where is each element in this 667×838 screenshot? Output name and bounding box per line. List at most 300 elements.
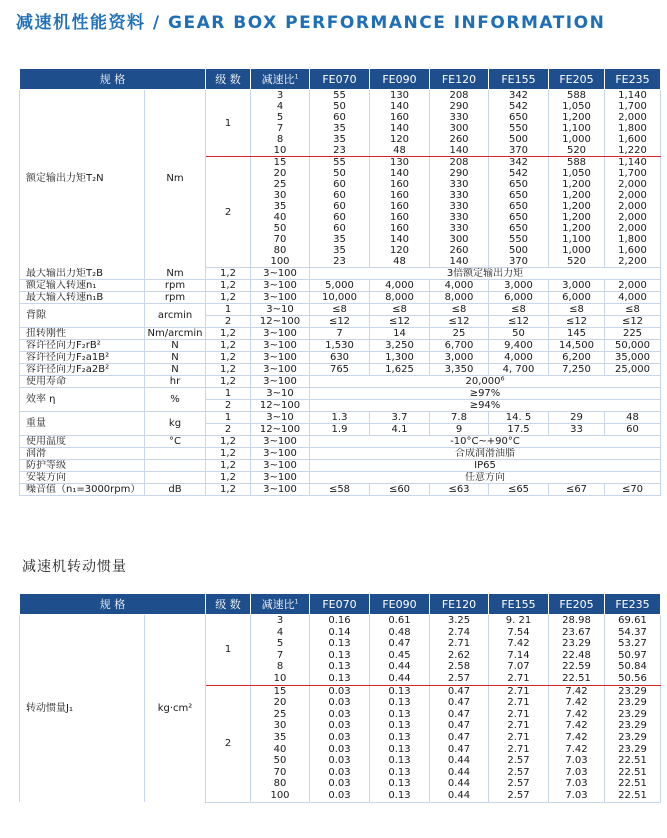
table-cell: ≤12 xyxy=(549,316,605,328)
table-cell: 160 xyxy=(370,179,430,190)
table-cell: 48 xyxy=(370,256,430,268)
table-cell: 7,250 xyxy=(549,364,605,376)
table-cell: 7.42 xyxy=(549,697,605,709)
table-cell: 0.44 xyxy=(370,673,430,685)
row-unit: hr xyxy=(145,376,206,388)
table-row xyxy=(20,436,661,448)
table-cell: 33 xyxy=(549,424,605,436)
table-cell: 5 xyxy=(251,638,310,650)
table-cell: 140 xyxy=(370,123,430,134)
row-label: 润滑 xyxy=(20,448,145,460)
table-cell: 50 xyxy=(251,223,310,234)
row-ratio: 3~100 xyxy=(251,376,310,388)
table-cell: ≤65 xyxy=(489,484,549,496)
table-cell: 3,000 xyxy=(549,280,605,292)
row-stage: 1,2 xyxy=(206,268,251,280)
table-row xyxy=(20,484,661,496)
row-label: 容许径向力F₂a2B² xyxy=(20,364,145,376)
row-stage: 1 xyxy=(206,90,251,157)
table-cell: 53.27 xyxy=(605,638,661,650)
header-ratio-superscript: 1 xyxy=(294,73,299,81)
table-cell: 2,000 xyxy=(605,179,661,190)
table-cell: 120 xyxy=(370,245,430,256)
table-cell: ≤8 xyxy=(430,304,489,316)
table-cell: 650 xyxy=(489,223,549,234)
table-cell: 60 xyxy=(310,223,370,234)
row-label: 转动惯量J₁ xyxy=(20,615,145,803)
table-cell: 160 xyxy=(370,212,430,223)
table-cell: 1,800 xyxy=(605,234,661,245)
row-stage: 2 xyxy=(206,685,251,802)
table-cell: 2.71 xyxy=(489,697,549,709)
table-cell: 2.74 xyxy=(430,627,489,639)
table-row xyxy=(20,364,661,376)
table-cell: 0.13 xyxy=(370,767,430,779)
table-cell: 22.51 xyxy=(605,778,661,790)
table-row xyxy=(20,340,661,352)
table-cell: 140 xyxy=(430,256,489,268)
table-cell: 330 xyxy=(430,179,489,190)
table-row xyxy=(20,615,661,627)
table-cell: 7.42 xyxy=(549,685,605,697)
row-stage: 1,2 xyxy=(206,364,251,376)
inertia-section-title: 减速机转动惯量 xyxy=(22,559,127,575)
table-cell: 35,000 xyxy=(605,352,661,364)
row-stage: 1,2 xyxy=(206,280,251,292)
table-cell: 2,000 xyxy=(605,201,661,212)
table-cell: 2.71 xyxy=(489,673,549,685)
row-stage: 1,2 xyxy=(206,352,251,364)
table-cell: 35 xyxy=(251,732,310,744)
table-cell: 2.57 xyxy=(489,755,549,767)
table-cell: 23.29 xyxy=(549,638,605,650)
table-cell: 50 xyxy=(310,101,370,112)
table-cell: 7.03 xyxy=(549,755,605,767)
table-cell: 500 xyxy=(489,245,549,256)
header-model: FE120 xyxy=(430,594,489,615)
row-unit: Nm xyxy=(145,90,206,268)
table-cell: 2.57 xyxy=(489,778,549,790)
table-cell: 0.13 xyxy=(370,720,430,732)
table-cell: 1,800 xyxy=(605,123,661,134)
row-unit xyxy=(145,460,206,472)
table-cell: 3,250 xyxy=(370,340,430,352)
table-cell: 17.5 xyxy=(489,424,549,436)
table-cell: 0.47 xyxy=(370,638,430,650)
table-cell: 60 xyxy=(310,212,370,223)
table-cell: 50.84 xyxy=(605,661,661,673)
row-ratio: 3~100 xyxy=(251,448,310,460)
table-cell: 4.1 xyxy=(370,424,430,436)
row-ratio: 3~100 xyxy=(251,460,310,472)
table-cell: 0.13 xyxy=(370,697,430,709)
row-unit xyxy=(145,448,206,460)
table-cell: 330 xyxy=(430,190,489,201)
table-cell: 2.71 xyxy=(489,720,549,732)
table-cell: 0.03 xyxy=(310,732,370,744)
table-row xyxy=(20,448,661,460)
row-label: 防护等级 xyxy=(20,460,145,472)
table-cell: 1,200 xyxy=(549,179,605,190)
table-row xyxy=(20,594,661,615)
row-label: 最大输出力矩T₂B xyxy=(20,268,145,280)
row-label: 容许径向力F₂rB² xyxy=(20,340,145,352)
table-cell: 160 xyxy=(370,112,430,123)
table-cell: 0.47 xyxy=(430,709,489,721)
table-cell: 8 xyxy=(251,134,310,145)
table-cell: 23.29 xyxy=(605,744,661,756)
table-cell: 10,000 xyxy=(310,292,370,304)
header-spec: 规 格 xyxy=(20,69,206,90)
table-cell: 30 xyxy=(251,720,310,732)
table-cell: 520 xyxy=(549,145,605,157)
table-cell: 20 xyxy=(251,697,310,709)
table-cell: 5 xyxy=(251,112,310,123)
table-cell: 1,200 xyxy=(549,201,605,212)
table-cell: 15 xyxy=(251,685,310,697)
row-label: 最大输入转速n₁B xyxy=(20,292,145,304)
table-cell: 300 xyxy=(430,123,489,134)
row-ratio: 12~100 xyxy=(251,400,310,412)
row-label: 额定输出力矩T₂N xyxy=(20,90,145,268)
table-row xyxy=(20,352,661,364)
table-cell: 10 xyxy=(251,673,310,685)
table-cell: 8,000 xyxy=(430,292,489,304)
table-cell: 1,050 xyxy=(549,101,605,112)
row-unit: arcmin xyxy=(145,304,206,328)
table-cell: 60 xyxy=(310,179,370,190)
table-cell: 7.42 xyxy=(549,720,605,732)
row-ratio: 3~100 xyxy=(251,268,310,280)
table-cell: 50.56 xyxy=(605,673,661,685)
table-cell: 0.16 xyxy=(310,615,370,627)
table-cell: 1,700 xyxy=(605,101,661,112)
table-cell: 330 xyxy=(430,223,489,234)
row-label: 使用温度 xyxy=(20,436,145,448)
row-stage: 1 xyxy=(206,412,251,424)
table-cell: 0.03 xyxy=(310,709,370,721)
table-cell: 1,100 xyxy=(549,234,605,245)
table-cell: 15 xyxy=(251,157,310,169)
table-cell: ≤12 xyxy=(605,316,661,328)
table-cell: 650 xyxy=(489,190,549,201)
table-cell: 0.03 xyxy=(310,744,370,756)
table-cell: 100 xyxy=(251,256,310,268)
table-cell: 60 xyxy=(605,424,661,436)
table-cell: 0.03 xyxy=(310,767,370,779)
table-cell: 550 xyxy=(489,234,549,245)
header-model: FE235 xyxy=(605,69,661,90)
row-ratio: 3~100 xyxy=(251,364,310,376)
merged-value: 任意方向 xyxy=(310,472,661,484)
table-cell: 69.61 xyxy=(605,615,661,627)
table-cell: 0.44 xyxy=(430,790,489,802)
table-cell: 550 xyxy=(489,123,549,134)
table-cell: 6,000 xyxy=(489,292,549,304)
table-cell: 23.29 xyxy=(605,709,661,721)
table-cell: 7.42 xyxy=(549,709,605,721)
table-cell: 4,000 xyxy=(489,352,549,364)
page-title: 减速机性能资料 / GEAR BOX PERFORMANCE INFORMATION xyxy=(16,13,606,33)
row-label: 额定输入转速n₁ xyxy=(20,280,145,292)
table-cell: 0.13 xyxy=(370,685,430,697)
table-cell: 0.03 xyxy=(310,720,370,732)
table-cell: 7.07 xyxy=(489,661,549,673)
merged-value: ≥94% xyxy=(310,400,661,412)
table-cell: 0.03 xyxy=(310,755,370,767)
table-cell: 1,300 xyxy=(370,352,430,364)
table-cell: 29 xyxy=(549,412,605,424)
table-cell: 0.44 xyxy=(430,755,489,767)
table-cell: 23.29 xyxy=(605,720,661,732)
table-cell: 0.47 xyxy=(430,697,489,709)
table-cell: ≤70 xyxy=(605,484,661,496)
table-cell: 7.8 xyxy=(430,412,489,424)
table-cell: 140 xyxy=(430,145,489,157)
table-cell: 60 xyxy=(310,190,370,201)
table-cell: 120 xyxy=(370,134,430,145)
row-stage: 1 xyxy=(206,615,251,686)
row-unit: Nm/arcmin xyxy=(145,328,206,340)
row-label: 容许径向力F₂a1B² xyxy=(20,352,145,364)
row-ratio: 3~100 xyxy=(251,472,310,484)
table-cell: 500 xyxy=(489,134,549,145)
row-unit: N xyxy=(145,364,206,376)
table-cell: 130 xyxy=(370,157,430,169)
table-cell: 50,000 xyxy=(605,340,661,352)
table-cell: 0.13 xyxy=(370,709,430,721)
header-model: FE155 xyxy=(489,594,549,615)
table-cell: 3.7 xyxy=(370,412,430,424)
table-cell: 7.03 xyxy=(549,767,605,779)
table-cell: 330 xyxy=(430,212,489,223)
table-cell: 1,220 xyxy=(605,145,661,157)
row-stage: 1,2 xyxy=(206,460,251,472)
table-cell: 2.58 xyxy=(430,661,489,673)
table-cell: 1,000 xyxy=(549,245,605,256)
header-model: FE070 xyxy=(310,69,370,90)
table-cell: 0.13 xyxy=(370,790,430,802)
table-row xyxy=(20,90,661,102)
table-cell: 40 xyxy=(251,212,310,223)
table-cell: 2,000 xyxy=(605,212,661,223)
table-cell: 630 xyxy=(310,352,370,364)
table-cell: 5,000 xyxy=(310,280,370,292)
table-cell: 160 xyxy=(370,201,430,212)
table-cell: 0.13 xyxy=(370,778,430,790)
table-cell: ≤12 xyxy=(310,316,370,328)
header-model: FE205 xyxy=(549,594,605,615)
table-cell: 25,000 xyxy=(605,364,661,376)
table-cell: 1,050 xyxy=(549,168,605,179)
table-cell: 4,000 xyxy=(370,280,430,292)
row-stage: 1,2 xyxy=(206,340,251,352)
table-cell: 22.51 xyxy=(549,673,605,685)
table-cell: 0.44 xyxy=(430,778,489,790)
table-cell: 35 xyxy=(310,245,370,256)
table-cell: 1,140 xyxy=(605,90,661,102)
table-cell: 0.13 xyxy=(370,744,430,756)
table-cell: 0.14 xyxy=(310,627,370,639)
row-ratio: 3~100 xyxy=(251,328,310,340)
table-cell: 0.13 xyxy=(310,661,370,673)
table-cell: 1,700 xyxy=(605,168,661,179)
merged-value: IP65 xyxy=(310,460,661,472)
table-cell: 0.47 xyxy=(430,720,489,732)
table-cell: 260 xyxy=(430,245,489,256)
table-cell: 2.71 xyxy=(489,709,549,721)
row-unit: rpm xyxy=(145,280,206,292)
table-cell: 0.61 xyxy=(370,615,430,627)
row-stage: 1,2 xyxy=(206,448,251,460)
table-cell: 140 xyxy=(370,234,430,245)
table-cell: 50 xyxy=(251,755,310,767)
table-cell: 0.13 xyxy=(370,732,430,744)
table-cell: 0.13 xyxy=(310,673,370,685)
table-cell: 7.03 xyxy=(549,790,605,802)
table-cell: 300 xyxy=(430,234,489,245)
table-cell: 20 xyxy=(251,168,310,179)
table-cell: 208 xyxy=(430,157,489,169)
table-cell: 765 xyxy=(310,364,370,376)
table-cell: 50.97 xyxy=(605,650,661,662)
table-cell: 2.71 xyxy=(489,685,549,697)
table-cell: ≤67 xyxy=(549,484,605,496)
table-cell: 1,600 xyxy=(605,245,661,256)
table-cell: 588 xyxy=(549,157,605,169)
table-row xyxy=(20,268,661,280)
table-cell: 2,000 xyxy=(605,112,661,123)
table-cell: 2.71 xyxy=(489,744,549,756)
table-cell: ≤58 xyxy=(310,484,370,496)
row-stage: 2 xyxy=(206,400,251,412)
table-cell: 6,200 xyxy=(549,352,605,364)
table-cell: 1,000 xyxy=(549,134,605,145)
table-cell: 1.3 xyxy=(310,412,370,424)
row-unit: dB xyxy=(145,484,206,496)
table-cell: 3 xyxy=(251,615,310,627)
table-cell: 1,200 xyxy=(549,212,605,223)
table-cell: 7 xyxy=(251,650,310,662)
table-cell: ≤8 xyxy=(605,304,661,316)
header-model: FE090 xyxy=(370,594,430,615)
row-label: 扭转刚性 xyxy=(20,328,145,340)
table-cell: 342 xyxy=(489,90,549,102)
row-ratio: 12~100 xyxy=(251,316,310,328)
table-cell: 1,200 xyxy=(549,223,605,234)
table-cell: 140 xyxy=(370,101,430,112)
table-row xyxy=(20,280,661,292)
row-ratio: 12~100 xyxy=(251,424,310,436)
table-cell: 2.57 xyxy=(489,767,549,779)
table-cell: ≤60 xyxy=(370,484,430,496)
table-cell: 28.98 xyxy=(549,615,605,627)
table-row xyxy=(20,388,661,400)
row-ratio: 3~100 xyxy=(251,484,310,496)
table-cell: 7.54 xyxy=(489,627,549,639)
table-cell: 1,625 xyxy=(370,364,430,376)
table-cell: 0.03 xyxy=(310,685,370,697)
table-cell: 588 xyxy=(549,90,605,102)
row-stage: 1,2 xyxy=(206,472,251,484)
table-cell: 2,200 xyxy=(605,256,661,268)
table-cell: 1.9 xyxy=(310,424,370,436)
table-cell: 1,140 xyxy=(605,157,661,169)
header-model: FE070 xyxy=(310,594,370,615)
merged-value: 合成润滑油脂 xyxy=(310,448,661,460)
table-cell: 650 xyxy=(489,112,549,123)
table-cell: 6,000 xyxy=(549,292,605,304)
merged-value: -10°C~+90°C xyxy=(310,436,661,448)
table-cell: 370 xyxy=(489,145,549,157)
row-ratio: 3~100 xyxy=(251,292,310,304)
table-cell: 0.44 xyxy=(370,661,430,673)
table-cell: 7.42 xyxy=(489,638,549,650)
table-cell: 9. 21 xyxy=(489,615,549,627)
table-cell: 542 xyxy=(489,168,549,179)
table-row xyxy=(20,304,661,316)
merged-value: 20,000⁶ xyxy=(310,376,661,388)
row-label: 安装方向 xyxy=(20,472,145,484)
table-cell: 0.44 xyxy=(430,767,489,779)
table-cell: 0.03 xyxy=(310,697,370,709)
row-ratio: 3~10 xyxy=(251,412,310,424)
table-cell: 10 xyxy=(251,145,310,157)
table-cell: 14 xyxy=(370,328,430,340)
row-unit: % xyxy=(145,388,206,412)
table-cell: 4, 700 xyxy=(489,364,549,376)
table-cell: 0.13 xyxy=(370,755,430,767)
table-cell: 290 xyxy=(430,101,489,112)
table-row xyxy=(20,472,661,484)
table-cell: 140 xyxy=(370,168,430,179)
header-model: FE235 xyxy=(605,594,661,615)
table-cell: 4,000 xyxy=(605,292,661,304)
table-cell: 22.59 xyxy=(549,661,605,673)
header-model: FE205 xyxy=(549,69,605,90)
table-cell: 0.47 xyxy=(430,732,489,744)
inertia-table xyxy=(19,593,661,803)
table-cell: 22.51 xyxy=(605,767,661,779)
row-label: 背隙 xyxy=(20,304,145,328)
table-cell: 54.37 xyxy=(605,627,661,639)
table-cell: 130 xyxy=(370,90,430,102)
row-stage: 1,2 xyxy=(206,484,251,496)
header-stage: 级 数 xyxy=(206,69,251,90)
table-cell: ≤8 xyxy=(310,304,370,316)
row-ratio: 3~10 xyxy=(251,304,310,316)
row-stage: 1,2 xyxy=(206,436,251,448)
table-cell: 2,000 xyxy=(605,223,661,234)
table-cell: 2.57 xyxy=(489,790,549,802)
table-cell: 23.29 xyxy=(605,732,661,744)
table-row xyxy=(20,292,661,304)
table-cell: 2,000 xyxy=(605,190,661,201)
table-cell: 48 xyxy=(605,412,661,424)
row-label: 效率 η xyxy=(20,388,145,412)
table-row xyxy=(20,412,661,424)
table-cell: 650 xyxy=(489,201,549,212)
row-label: 噪音值（n₁=3000rpm） xyxy=(20,484,145,496)
table-cell: 7 xyxy=(310,328,370,340)
table-row xyxy=(20,69,661,90)
table-cell: 650 xyxy=(489,179,549,190)
table-cell: 3,000 xyxy=(489,280,549,292)
header-spec: 规 格 xyxy=(20,594,206,615)
table-cell: ≤8 xyxy=(370,304,430,316)
table-cell: 160 xyxy=(370,190,430,201)
table-cell: 1,530 xyxy=(310,340,370,352)
